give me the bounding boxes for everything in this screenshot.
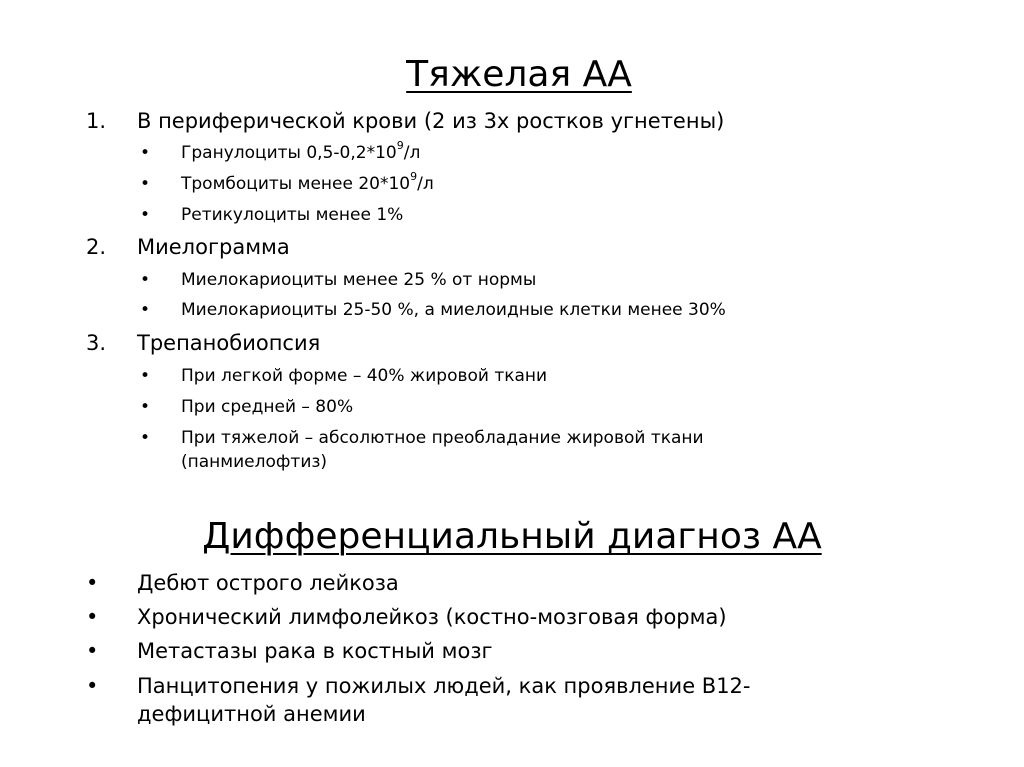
list-item: При легкой форме – 40% жировой ткани (181, 366, 548, 386)
bullet-icon: • (86, 674, 99, 698)
bullet-icon: • (140, 366, 151, 386)
list-item: При тяжелой – абсолютное преобладание жировой ткани (181, 428, 704, 448)
list-item-continuation: (панмиелофтиз) (181, 452, 328, 472)
list-item-label: В периферической крови (2 из 3х ростков угнетены) (137, 109, 725, 133)
list-item: Гранулоциты $0,5-0,2*10^9/л$ (181, 139, 421, 163)
bullet-icon: • (140, 397, 151, 417)
list-number: 1. (86, 109, 107, 133)
list-number: 3. (86, 331, 107, 355)
slide-title: Тяжелая АА (406, 54, 632, 95)
list-item: Панцитопения у пожилых людей, как проявление В12- (137, 674, 751, 698)
list-item: Миелокариоциты менее 25 % от нормы (181, 270, 537, 290)
bullet-icon: • (86, 605, 99, 629)
list-number: 2. (86, 235, 107, 259)
bullet-icon: • (140, 205, 151, 225)
bullet-icon: • (140, 300, 151, 320)
section-title: Дифференциальный диагноз АА (202, 516, 822, 557)
bullet-icon: • (86, 571, 99, 595)
list-item: При средней – 80% (181, 397, 354, 417)
list-item-label: Миелограмма (137, 235, 290, 259)
list-item: Метастазы рака в костный мозг (137, 639, 493, 663)
list-item-label: Трепанобиопсия (137, 331, 321, 355)
bullet-icon: • (140, 174, 151, 194)
bullet-icon: • (140, 428, 151, 448)
list-item: Дебют острого лейкоза (137, 571, 399, 595)
bullet-icon: • (140, 270, 151, 290)
list-item: Тромбоциты менее $20*10^9/л$ (181, 170, 434, 194)
list-item: Ретикулоциты менее 1% (181, 205, 404, 225)
bullet-icon: • (86, 639, 99, 663)
list-item: Хронический лимфолейкоз (костно-мозговая форма) (137, 605, 727, 629)
list-item-continuation: дефицитной анемии (137, 702, 366, 726)
bullet-icon: • (140, 143, 151, 163)
list-item: Миелокариоциты 25-50 %, а миелоидные клетки менее 30% (181, 300, 726, 320)
